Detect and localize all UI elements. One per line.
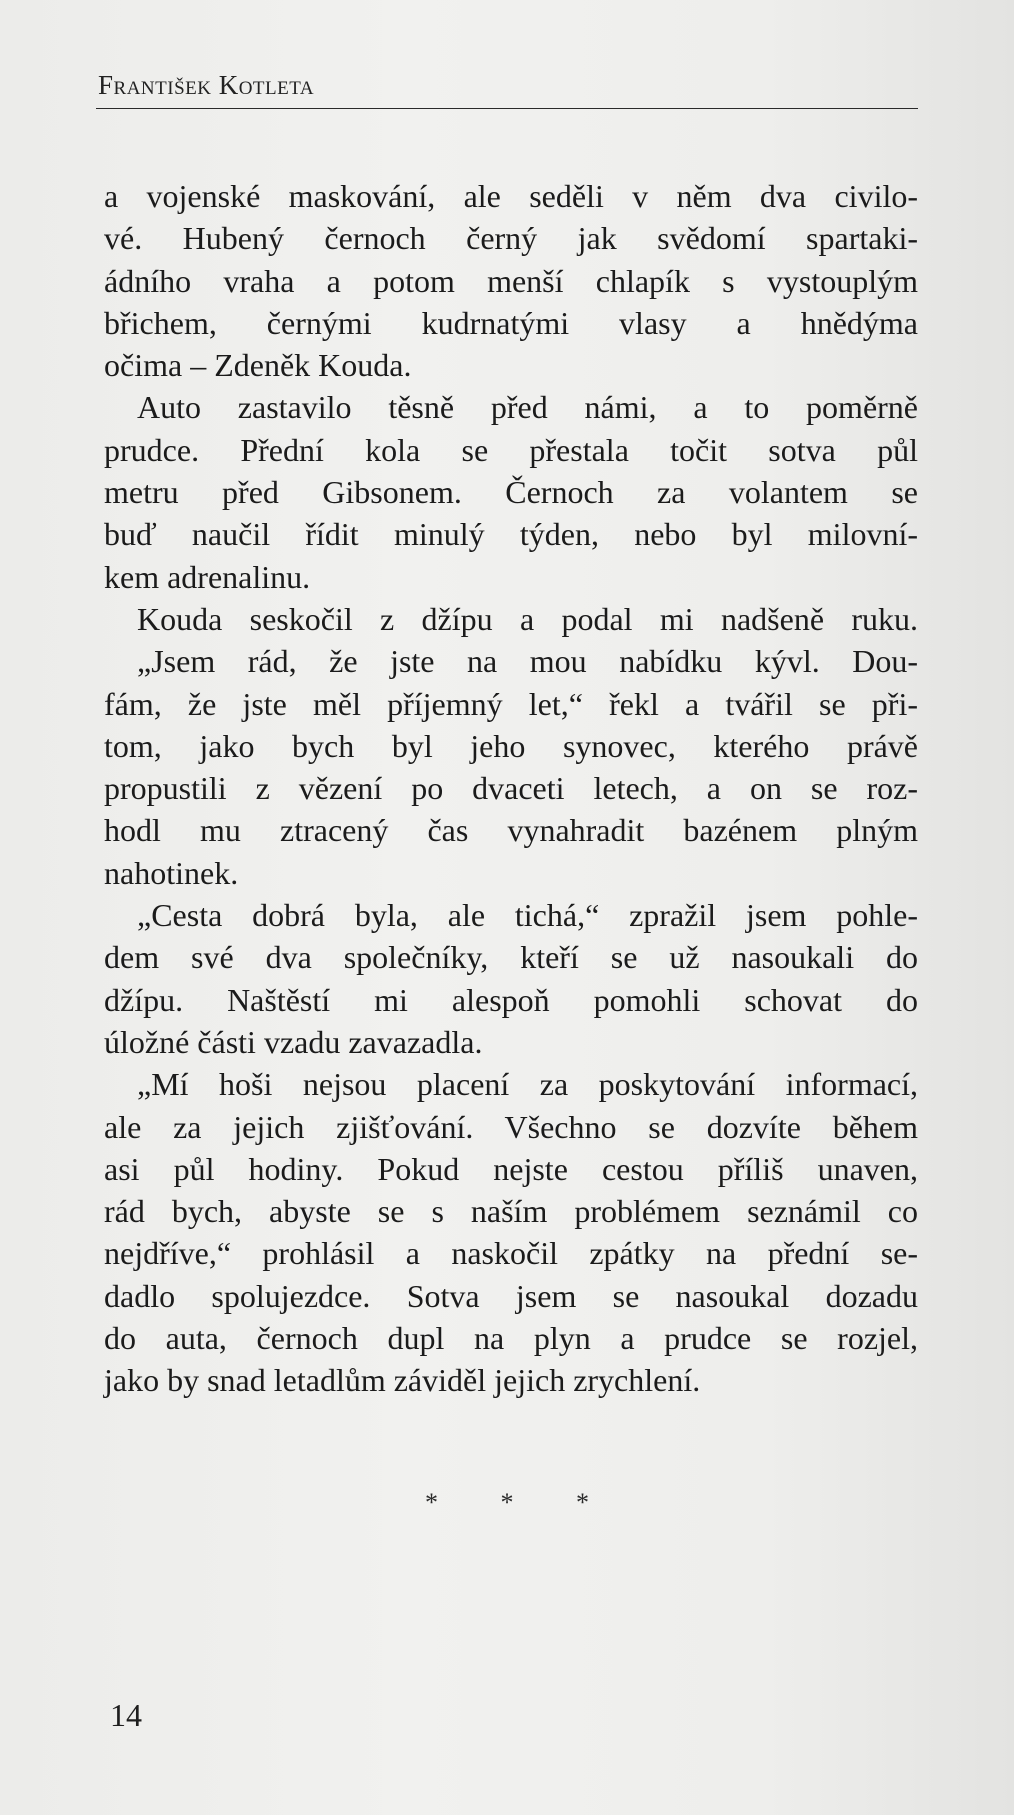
text-line: a vojenské maskování, ale seděli v něm dva civilo- [104,178,918,214]
text-line: ádního vraha a potom menší chlapík s vystouplým [104,262,918,299]
text-line: buď naučil řídit minulý týden, nebo byl milovní- [104,516,918,553]
text-line: nahotinek. [104,854,239,891]
text-line: dadlo spolujezdce. Sotva jsem se nasoukal dozadu [104,1277,918,1314]
text-line: „Jsem rád, že jste na mou nabídku kývl. Dou- [137,643,918,680]
text-line: vé. Hubený černoch černý jak svědomí spartaki- [104,220,918,257]
text-line: džípu. Naštěstí mi alespoň pomohli schovat do [104,981,918,1018]
page-number: 14 [110,1697,142,1733]
text-line: fám, že jste měl příjemný let,“ řekl a tvářil se při- [104,685,918,722]
text-line: asi půl hodiny. Pokud nejste cestou příliš unaven, [104,1150,918,1187]
text-line: hodl mu ztracený čas vynahradit bazénem plným [104,812,918,849]
text-line: očima – Zdeněk Kouda. [104,347,412,384]
text-line: „Cesta dobrá byla, ale tichá,“ zpražil jsem pohle- [137,897,918,934]
text-line: úložné části vzadu zavazadla. [104,1023,483,1060]
text-line: rád bych, abyste se s naším problémem seznámil co [104,1193,918,1230]
text-line: Kouda seskočil z džípu a podal mi nadšeně ruku. [137,600,918,637]
running-head: František Kotleta [98,70,315,100]
text-line: metru před Gibsonem. Černoch za volantem se [104,474,918,511]
text-line: tom, jako bych byl jeho synovec, kterého právě [104,727,918,764]
text-line: dem své dva společníky, kteří se už nasoukali do [104,939,918,976]
text-line: kem adrenalinu. [104,558,311,595]
text-line: prudce. Přední kola se přestala točit sotva půl [104,431,918,468]
text-line: břichem, černými kudrnatými vlasy a hnědýma [104,304,918,341]
text-line: do auta, černoch dupl na plyn a prudce se rozjel, [104,1320,918,1357]
text-line: „Mí hoši nejsou placení za poskytování informací, [137,1066,918,1103]
header-rule [96,108,918,109]
body-text [104,175,918,1402]
text-line: ale za jejich zjišťování. Všechno se dozvíte během [104,1108,918,1145]
section-separator: * * * [425,1488,617,1517]
text-line: nejdříve,“ prohlásil a naskočil zpátky na přední se- [104,1235,918,1272]
text-line: jako by snad letadlům záviděl jejich zrychlení. [104,1362,701,1399]
text-line: Auto zastavilo těsně před námi, a to poměrně [137,389,918,426]
text-line: propustili z vězení po dvaceti letech, a on se roz- [104,770,918,807]
